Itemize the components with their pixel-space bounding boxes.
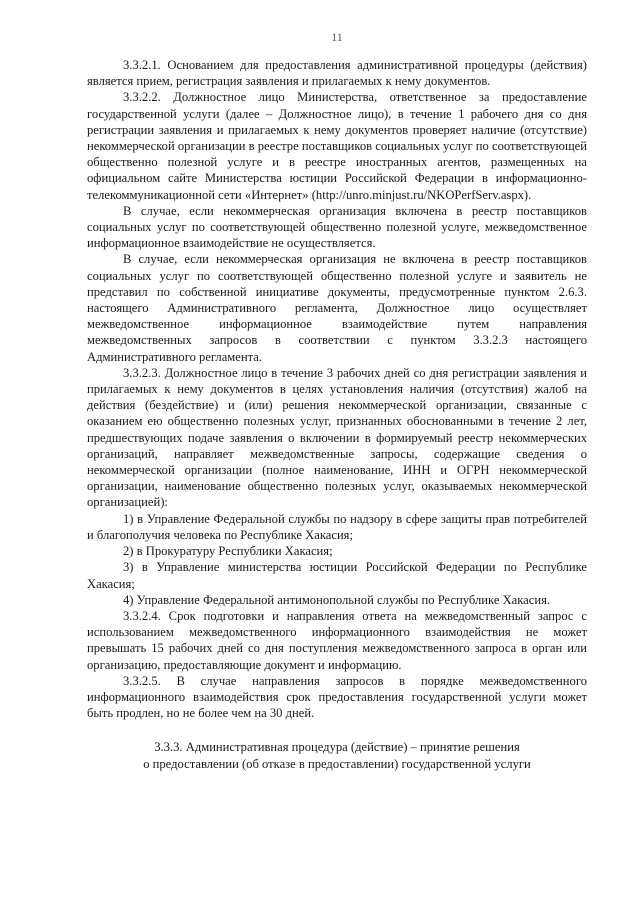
page-number: 11 bbox=[331, 30, 343, 44]
list-item-4: 4) Управление Федеральной антимонопольной службы по Республике Хакасия. bbox=[123, 592, 551, 607]
list-item-2: 2) в Прокуратуру Республики Хакасия; bbox=[123, 544, 333, 559]
list-item-1: 1) в Управление Федеральной службы по надзору в сфере защиты прав потребителей и благополучия человека по Республике Хакасия; bbox=[87, 511, 587, 542]
paragraph-3-3-2-2: 3.3.2.2. Должностное лицо Министерства, ответственное за предоставление государственной услуги (далее – Должностное лицо), в течение 1 рабочего дня со дня регистрации заявления и прилагаемых к нему документов проверяет наличие (отсутствие) некоммерческой организации в реестре поставщиков социальных услуг по соответствующей общественно полезной услуге и в реестре иностранных агентов, размещенных на официальном сайте Министерства юстиции Российской Федерации в информационно-телекоммуникационной сети «Интернет» (http://unro.minjust.ru/NKOPerfServ.aspx). bbox=[87, 90, 587, 202]
section-heading-line-2: о предоставлении (об отказе в предоставлении) государственной услуги bbox=[143, 756, 531, 771]
section-heading-line-1: 3.3.3. Административная процедура (действие) – принятие решения bbox=[154, 740, 520, 755]
list-item-3: 3) в Управление министерства юстиции Российской Федерации по Республике Хакасия; bbox=[87, 560, 587, 591]
paragraph-3-3-2-3: 3.3.2.3. Должностное лицо в течение 3 рабочих дней со дня регистрации заявления и прилагаемых к нему документов в целях установления наличия (отсутствия) жалоб на действия (бездействие) и (или) решения некоммерческой организации, связанные с оказанием ею общественно полезных услуг, признанных обоснованными в течение 2 лет, предшествующих подаче заявления о включении в формируемый реестр некоммерческих организаций, направляет межведомственные запросы, содержащие сведения о некоммерческой организации (полное наименование, ИНН и ОГРН некоммерческой организации, наименование общественно полезных услуг, оказываемых некоммерческой организацией): bbox=[87, 365, 587, 510]
paragraph-3-3-2-4: 3.3.2.4. Срок подготовки и направления ответа на межведомственный запрос с использованием межведомственного информационного взаимодействия не может превышать 15 рабочих дней со дня поступления межведомственного запроса в орган или организацию, предоставляющие документ и информацию. bbox=[87, 608, 587, 672]
paragraph-3-3-2-1: 3.3.2.1. Основанием для предоставления административной процедуры (действия) является прием, регистрация заявления и прилагаемых к нему документов. bbox=[87, 58, 587, 89]
paragraph-3-3-2-5: 3.3.2.5. В случае направления запросов в порядке межведомственного информационного взаимодействия срок предоставления государственной услуги может быть продлен, но не более чем на 30 дней. bbox=[87, 673, 587, 721]
paragraph-registry-not-included: В случае, если некоммерческая организация не включена в реестр поставщиков социальных услуг по соответствующей общественно полезной услуге и заявитель не представил по собственной инициативе документы, предусмотренные пунктом 2.6.3. настоящего Административного регламента, Должностное лицо осуществляет межведомственное информационное взаимодействие путем направления межведомственных запросов в соответствии с пунктом 3.3.2.3 настоящего Административного регламента. bbox=[87, 252, 587, 364]
section-heading-3-3-3 bbox=[87, 739, 587, 771]
paragraph-registry-included: В случае, если некоммерческая организация включена в реестр поставщиков социальных услуг по соответствующей общественно полезной услуге, межведомственное информационное взаимодействие не осуществляется. bbox=[87, 203, 587, 251]
body-text bbox=[87, 57, 587, 721]
